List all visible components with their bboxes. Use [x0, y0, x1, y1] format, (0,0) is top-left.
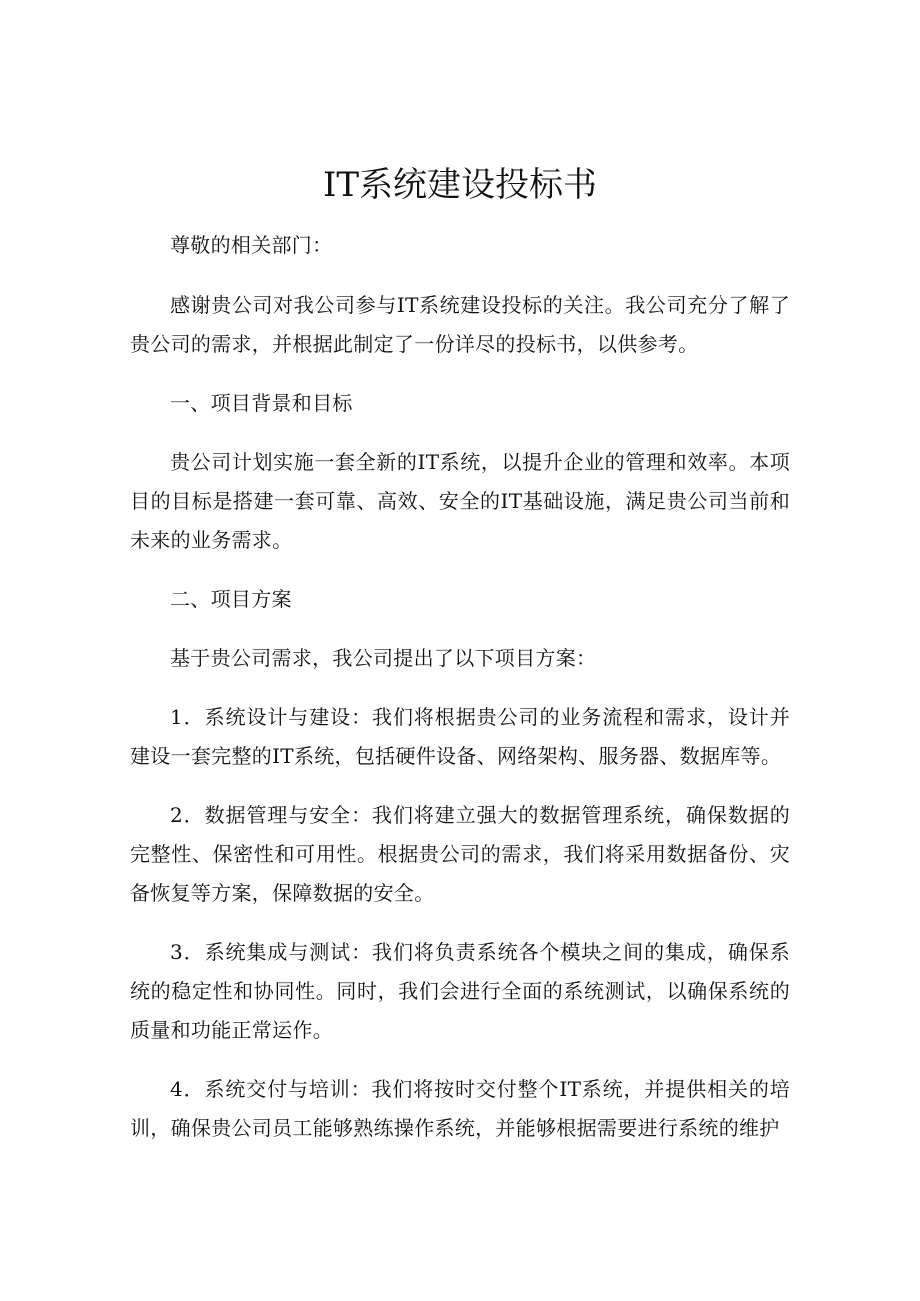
- plan-item-4: 4．系统交付与培训：我们将按时交付整个IT系统，并提供相关的培训，确保贵公司员工能够熟练操作系统，并能够根据需要进行系统的维护: [130, 1077, 790, 1140]
- section-heading-background: 一、项目背景和目标: [170, 391, 353, 415]
- section-heading-plan: 二、项目方案: [170, 587, 292, 611]
- plan-item-2: 2．数据管理与安全：我们将建立强大的数据管理系统，确保数据的完整性、保密性和可用性。根据贵公司的需求，我们将采用数据备份、灾备恢复等方案，保障数据的安全。: [130, 803, 790, 905]
- plan-item-3: 3．系统集成与测试：我们将负责系统各个模块之间的集成，确保系统的稳定性和协同性。同时，我们会进行全面的系统测试，以确保系统的质量和功能正常运作。: [130, 940, 790, 1042]
- intro-paragraph: 感谢贵公司对我公司参与IT系统建设投标的关注。我公司充分了解了贵公司的需求，并根据此制定了一份详尽的投标书，以供参考。: [130, 293, 790, 356]
- plan-item-1: 1．系统设计与建设：我们将根据贵公司的业务流程和需求，设计并建设一套完整的IT系统，包括硬件设备、网络架构、服务器、数据库等。: [130, 705, 790, 768]
- document-title: IT系统建设投标书: [322, 165, 598, 205]
- document-body: [130, 226, 790, 1148]
- background-paragraph: 贵公司计划实施一套全新的IT系统，以提升企业的管理和效率。本项目的目标是搭建一套可靠、高效、安全的IT基础设施，满足贵公司当前和未来的业务需求。: [130, 450, 790, 552]
- salutation: 尊敬的相关部门：: [170, 233, 333, 257]
- plan-intro-paragraph: 基于贵公司需求，我公司提出了以下项目方案：: [170, 646, 597, 670]
